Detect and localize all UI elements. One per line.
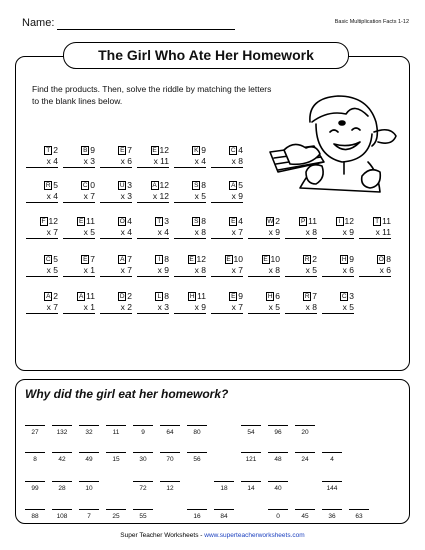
- factor-top: 2: [53, 291, 58, 301]
- factor-top: 2: [275, 216, 280, 226]
- letter-box: A: [152, 182, 157, 189]
- factor-top: 7: [127, 254, 132, 264]
- multiplication-problem: [174, 254, 206, 277]
- factor-top: 8: [201, 216, 206, 226]
- multiplication-problem: [137, 254, 169, 277]
- answer-blank[interactable]: 0: [268, 509, 288, 527]
- factor-bottom: x 6: [322, 265, 354, 277]
- multiplication-problem: [322, 291, 354, 314]
- letter-box: S: [194, 218, 199, 225]
- letter-box: T: [44, 146, 52, 155]
- factor-top: 11: [86, 216, 95, 226]
- letter-box: C: [45, 256, 51, 263]
- factor-bottom: x 9: [322, 227, 354, 239]
- letter-box: P: [301, 218, 306, 225]
- answer-blank[interactable]: 99: [25, 481, 45, 499]
- factor-bottom: x 7: [211, 227, 243, 239]
- letter-box: E: [226, 256, 231, 263]
- multiplication-problem: [63, 145, 95, 168]
- factor-bottom: x 3: [63, 156, 95, 168]
- factor-top: 10: [233, 254, 243, 264]
- letter-box: U: [119, 182, 125, 189]
- factor-bottom: x 8: [211, 156, 243, 168]
- multiplication-problem: [285, 254, 317, 277]
- multiplication-problem: [211, 145, 243, 168]
- letter-box: B: [83, 147, 88, 154]
- factor-top: 11: [197, 291, 206, 301]
- multiplication-problem: [211, 254, 243, 277]
- answer-blank[interactable]: 48: [268, 452, 288, 470]
- answer-blank[interactable]: 27: [25, 425, 45, 443]
- factor-top: 11: [86, 291, 95, 301]
- factor-top: 11: [382, 216, 391, 226]
- multiplication-problem: [26, 180, 58, 203]
- answer-blank[interactable]: 144: [322, 481, 342, 499]
- factor-bottom: x 4: [174, 156, 206, 168]
- letter-box: R: [304, 293, 310, 300]
- answer-blank[interactable]: 30: [133, 452, 153, 470]
- answer-blank[interactable]: 45: [295, 509, 315, 527]
- factor-top: 7: [312, 291, 317, 301]
- factor-bottom: x 8: [285, 227, 317, 239]
- answer-blank[interactable]: 25: [106, 509, 126, 527]
- answer-blank[interactable]: 56: [187, 452, 207, 470]
- factor-top: 0: [90, 180, 95, 190]
- answer-blank[interactable]: 4: [322, 452, 342, 470]
- factor-bottom: x 9: [137, 265, 169, 277]
- answer-blank[interactable]: 9: [133, 425, 153, 443]
- factor-bottom: x 7: [211, 302, 243, 314]
- factor-top: 5: [53, 180, 58, 190]
- footer-prefix: Super Teacher Worksheets -: [120, 532, 205, 539]
- factor-top: 8: [201, 180, 206, 190]
- multiplication-problem: [211, 180, 243, 203]
- letter-box: E: [189, 256, 194, 263]
- letter-box: E: [231, 293, 236, 300]
- factor-top: 9: [90, 145, 95, 155]
- answer-blank[interactable]: 70: [160, 452, 180, 470]
- name-label: Name:: [22, 17, 55, 29]
- factor-bottom: x 4: [26, 191, 58, 203]
- answer-blank[interactable]: 63: [349, 509, 369, 527]
- factor-top: 12: [159, 180, 169, 190]
- multiplication-problem: [211, 291, 243, 314]
- answer-blank[interactable]: 121: [241, 452, 261, 470]
- answer-blank[interactable]: 80: [187, 425, 207, 443]
- letter-box: E: [120, 147, 125, 154]
- letter-box: R: [45, 182, 51, 189]
- factor-top: 10: [270, 254, 280, 264]
- factor-bottom: x 5: [248, 302, 280, 314]
- answer-blank[interactable]: 12: [160, 481, 180, 499]
- letter-box: E: [263, 256, 268, 263]
- letter-box: H: [189, 293, 195, 300]
- letter-box: E: [83, 256, 88, 263]
- letter-box: D: [119, 293, 125, 300]
- multiplication-problem: [137, 145, 169, 168]
- factor-bottom: x 2: [100, 302, 132, 314]
- factor-top: 11: [308, 216, 317, 226]
- factor-bottom: x 12: [137, 191, 169, 203]
- multiplication-problem: [174, 216, 206, 239]
- factor-top: 8: [164, 254, 169, 264]
- factor-top: 5: [53, 254, 58, 264]
- factor-top: 4: [238, 145, 243, 155]
- factor-top: 3: [349, 291, 354, 301]
- letter-box: T: [373, 217, 381, 226]
- factor-top: 6: [275, 291, 280, 301]
- factor-bottom: x 11: [359, 227, 391, 239]
- letter-box: F: [40, 217, 48, 226]
- factor-top: 4: [238, 216, 243, 226]
- answer-blank[interactable]: 96: [268, 425, 288, 443]
- answer-blank[interactable]: 132: [52, 425, 72, 443]
- factor-bottom: x 9: [248, 227, 280, 239]
- multiplication-problem: [285, 216, 317, 239]
- answer-blank[interactable]: 18: [214, 481, 234, 499]
- letter-box: I: [336, 217, 344, 226]
- answer-blank[interactable]: 72: [133, 481, 153, 499]
- letter-box: A: [231, 182, 236, 189]
- name-input-line[interactable]: [57, 29, 235, 30]
- footer-url[interactable]: www.superteacherworksheets.com: [204, 532, 305, 539]
- riddle-question: Why did the girl eat her homework?: [25, 387, 229, 401]
- letter-box: W: [267, 218, 274, 225]
- multiplication-problem: [137, 180, 169, 203]
- factor-top: 9: [238, 291, 243, 301]
- multiplication-problem: [63, 291, 95, 314]
- header: [0, 0, 425, 40]
- factor-bottom: x 4: [26, 156, 58, 168]
- letter-box: C: [230, 147, 236, 154]
- factor-top: 2: [53, 145, 58, 155]
- multiplication-problem: [359, 216, 391, 239]
- factor-bottom: x 1: [63, 265, 95, 277]
- factor-bottom: x 8: [285, 302, 317, 314]
- letter-box: A: [46, 293, 51, 300]
- factor-bottom: x 4: [137, 227, 169, 239]
- factor-bottom: x 7: [63, 191, 95, 203]
- answer-blank[interactable]: 14: [241, 481, 261, 499]
- answer-blank[interactable]: 24: [295, 452, 315, 470]
- factor-top: 9: [201, 145, 206, 155]
- multiplication-problem: [26, 216, 58, 239]
- multiplication-problem: [63, 216, 95, 239]
- factor-bottom: x 5: [63, 227, 95, 239]
- factor-top: 5: [238, 180, 243, 190]
- answer-blank[interactable]: 88: [25, 509, 45, 527]
- instructions: Find the products. Then, solve the riddle by matching the letters to the blank lines below.: [32, 84, 272, 106]
- factor-bottom: x 7: [26, 302, 58, 314]
- letter-box: E: [152, 147, 157, 154]
- multiplication-problem: [174, 145, 206, 168]
- multiplication-problem: [100, 291, 132, 314]
- letter-box: E: [231, 218, 236, 225]
- factor-top: 12: [196, 254, 206, 264]
- answer-blank[interactable]: 7: [79, 509, 99, 527]
- multiplication-problem: [63, 254, 95, 277]
- answer-blank[interactable]: 54: [241, 425, 261, 443]
- letter-box: E: [79, 218, 84, 225]
- factor-bottom: x 7: [100, 265, 132, 277]
- answer-blank[interactable]: 16: [187, 509, 207, 527]
- factor-top: 3: [164, 216, 169, 226]
- answer-blank[interactable]: 64: [160, 425, 180, 443]
- factor-top: 9: [349, 254, 354, 264]
- factor-bottom: x 3: [100, 191, 132, 203]
- factor-bottom: x 6: [100, 156, 132, 168]
- multiplication-problem: [174, 291, 206, 314]
- factor-bottom: x 7: [211, 265, 243, 277]
- answer-blank[interactable]: 108: [52, 509, 72, 527]
- letter-box: R: [304, 256, 310, 263]
- factor-top: 7: [127, 145, 132, 155]
- factor-bottom: x 8: [248, 265, 280, 277]
- factor-bottom: x 3: [137, 302, 169, 314]
- letter-box: O: [119, 218, 125, 225]
- multiplication-problem: [100, 254, 132, 277]
- letter-box: I: [155, 255, 163, 264]
- answer-blank[interactable]: 42: [52, 452, 72, 470]
- factor-bottom: x 1: [63, 302, 95, 314]
- answer-blank[interactable]: 11: [106, 425, 126, 443]
- answer-blank[interactable]: 55: [133, 509, 153, 527]
- answer-blank[interactable]: 32: [79, 425, 99, 443]
- multiplication-problem: [100, 216, 132, 239]
- multiplication-problem: [26, 291, 58, 314]
- letter-box: H: [341, 256, 347, 263]
- answer-blank[interactable]: 28: [52, 481, 72, 499]
- factor-bottom: x 5: [174, 191, 206, 203]
- letter-box: K: [194, 147, 199, 154]
- letter-box: T: [155, 217, 163, 226]
- answer-blank[interactable]: 49: [79, 452, 99, 470]
- letter-box: C: [82, 182, 88, 189]
- letter-box: S: [194, 182, 199, 189]
- answer-blank[interactable]: 15: [106, 452, 126, 470]
- multiplication-problem: [359, 254, 391, 277]
- multiplication-problem: [26, 145, 58, 168]
- multiplication-problem: [63, 180, 95, 203]
- multiplication-problem: [137, 291, 169, 314]
- factor-bottom: x 5: [26, 265, 58, 277]
- multiplication-problem: [137, 216, 169, 239]
- multiplication-problem: [248, 254, 280, 277]
- factor-bottom: x 9: [211, 191, 243, 203]
- factor-top: 8: [164, 291, 169, 301]
- factor-top: 12: [159, 145, 169, 155]
- multiplication-problem: [248, 291, 280, 314]
- answer-blank[interactable]: 20: [295, 425, 315, 443]
- factor-bottom: x 11: [137, 156, 169, 168]
- factor-top: 4: [127, 216, 132, 226]
- letter-box: H: [267, 293, 273, 300]
- multiplication-problem: [100, 145, 132, 168]
- multiplication-problem: [322, 254, 354, 277]
- letter-box: C: [341, 293, 347, 300]
- multiplication-problem: [285, 291, 317, 314]
- letter-box: O: [378, 256, 384, 263]
- factor-top: 7: [90, 254, 95, 264]
- factor-bottom: x 9: [174, 302, 206, 314]
- factor-bottom: x 8: [174, 265, 206, 277]
- answer-blank[interactable]: 8: [25, 452, 45, 470]
- factor-top: 8: [386, 254, 391, 264]
- page-title: The Girl Who Ate Her Homework: [63, 42, 349, 69]
- factor-top: 12: [344, 216, 354, 226]
- factor-top: 2: [127, 291, 132, 301]
- multiplication-problem: [248, 216, 280, 239]
- factor-bottom: x 7: [26, 227, 58, 239]
- multiplication-problem: [26, 254, 58, 277]
- factor-top: 12: [48, 216, 58, 226]
- footer: [0, 532, 425, 539]
- answer-blank[interactable]: 36: [322, 509, 342, 527]
- letter-box: L: [155, 292, 163, 301]
- factor-bottom: x 6: [359, 265, 391, 277]
- answer-blank[interactable]: 10: [79, 481, 99, 499]
- multiplication-problem: [100, 180, 132, 203]
- answer-blank[interactable]: 40: [268, 481, 288, 499]
- factor-bottom: x 5: [322, 302, 354, 314]
- factor-top: 2: [312, 254, 317, 264]
- answer-blank[interactable]: 84: [214, 509, 234, 527]
- multiplication-problem: [211, 216, 243, 239]
- letter-box: A: [79, 293, 84, 300]
- girl-eating-homework-illustration: [250, 92, 400, 200]
- factor-bottom: x 5: [285, 265, 317, 277]
- multiplication-problem: [174, 180, 206, 203]
- multiplication-problem: [322, 216, 354, 239]
- factor-top: 3: [127, 180, 132, 190]
- factor-bottom: x 4: [100, 227, 132, 239]
- subject-label: Basic Multiplication Facts 1-12: [334, 19, 409, 25]
- letter-box: A: [120, 256, 125, 263]
- factor-bottom: x 8: [174, 227, 206, 239]
